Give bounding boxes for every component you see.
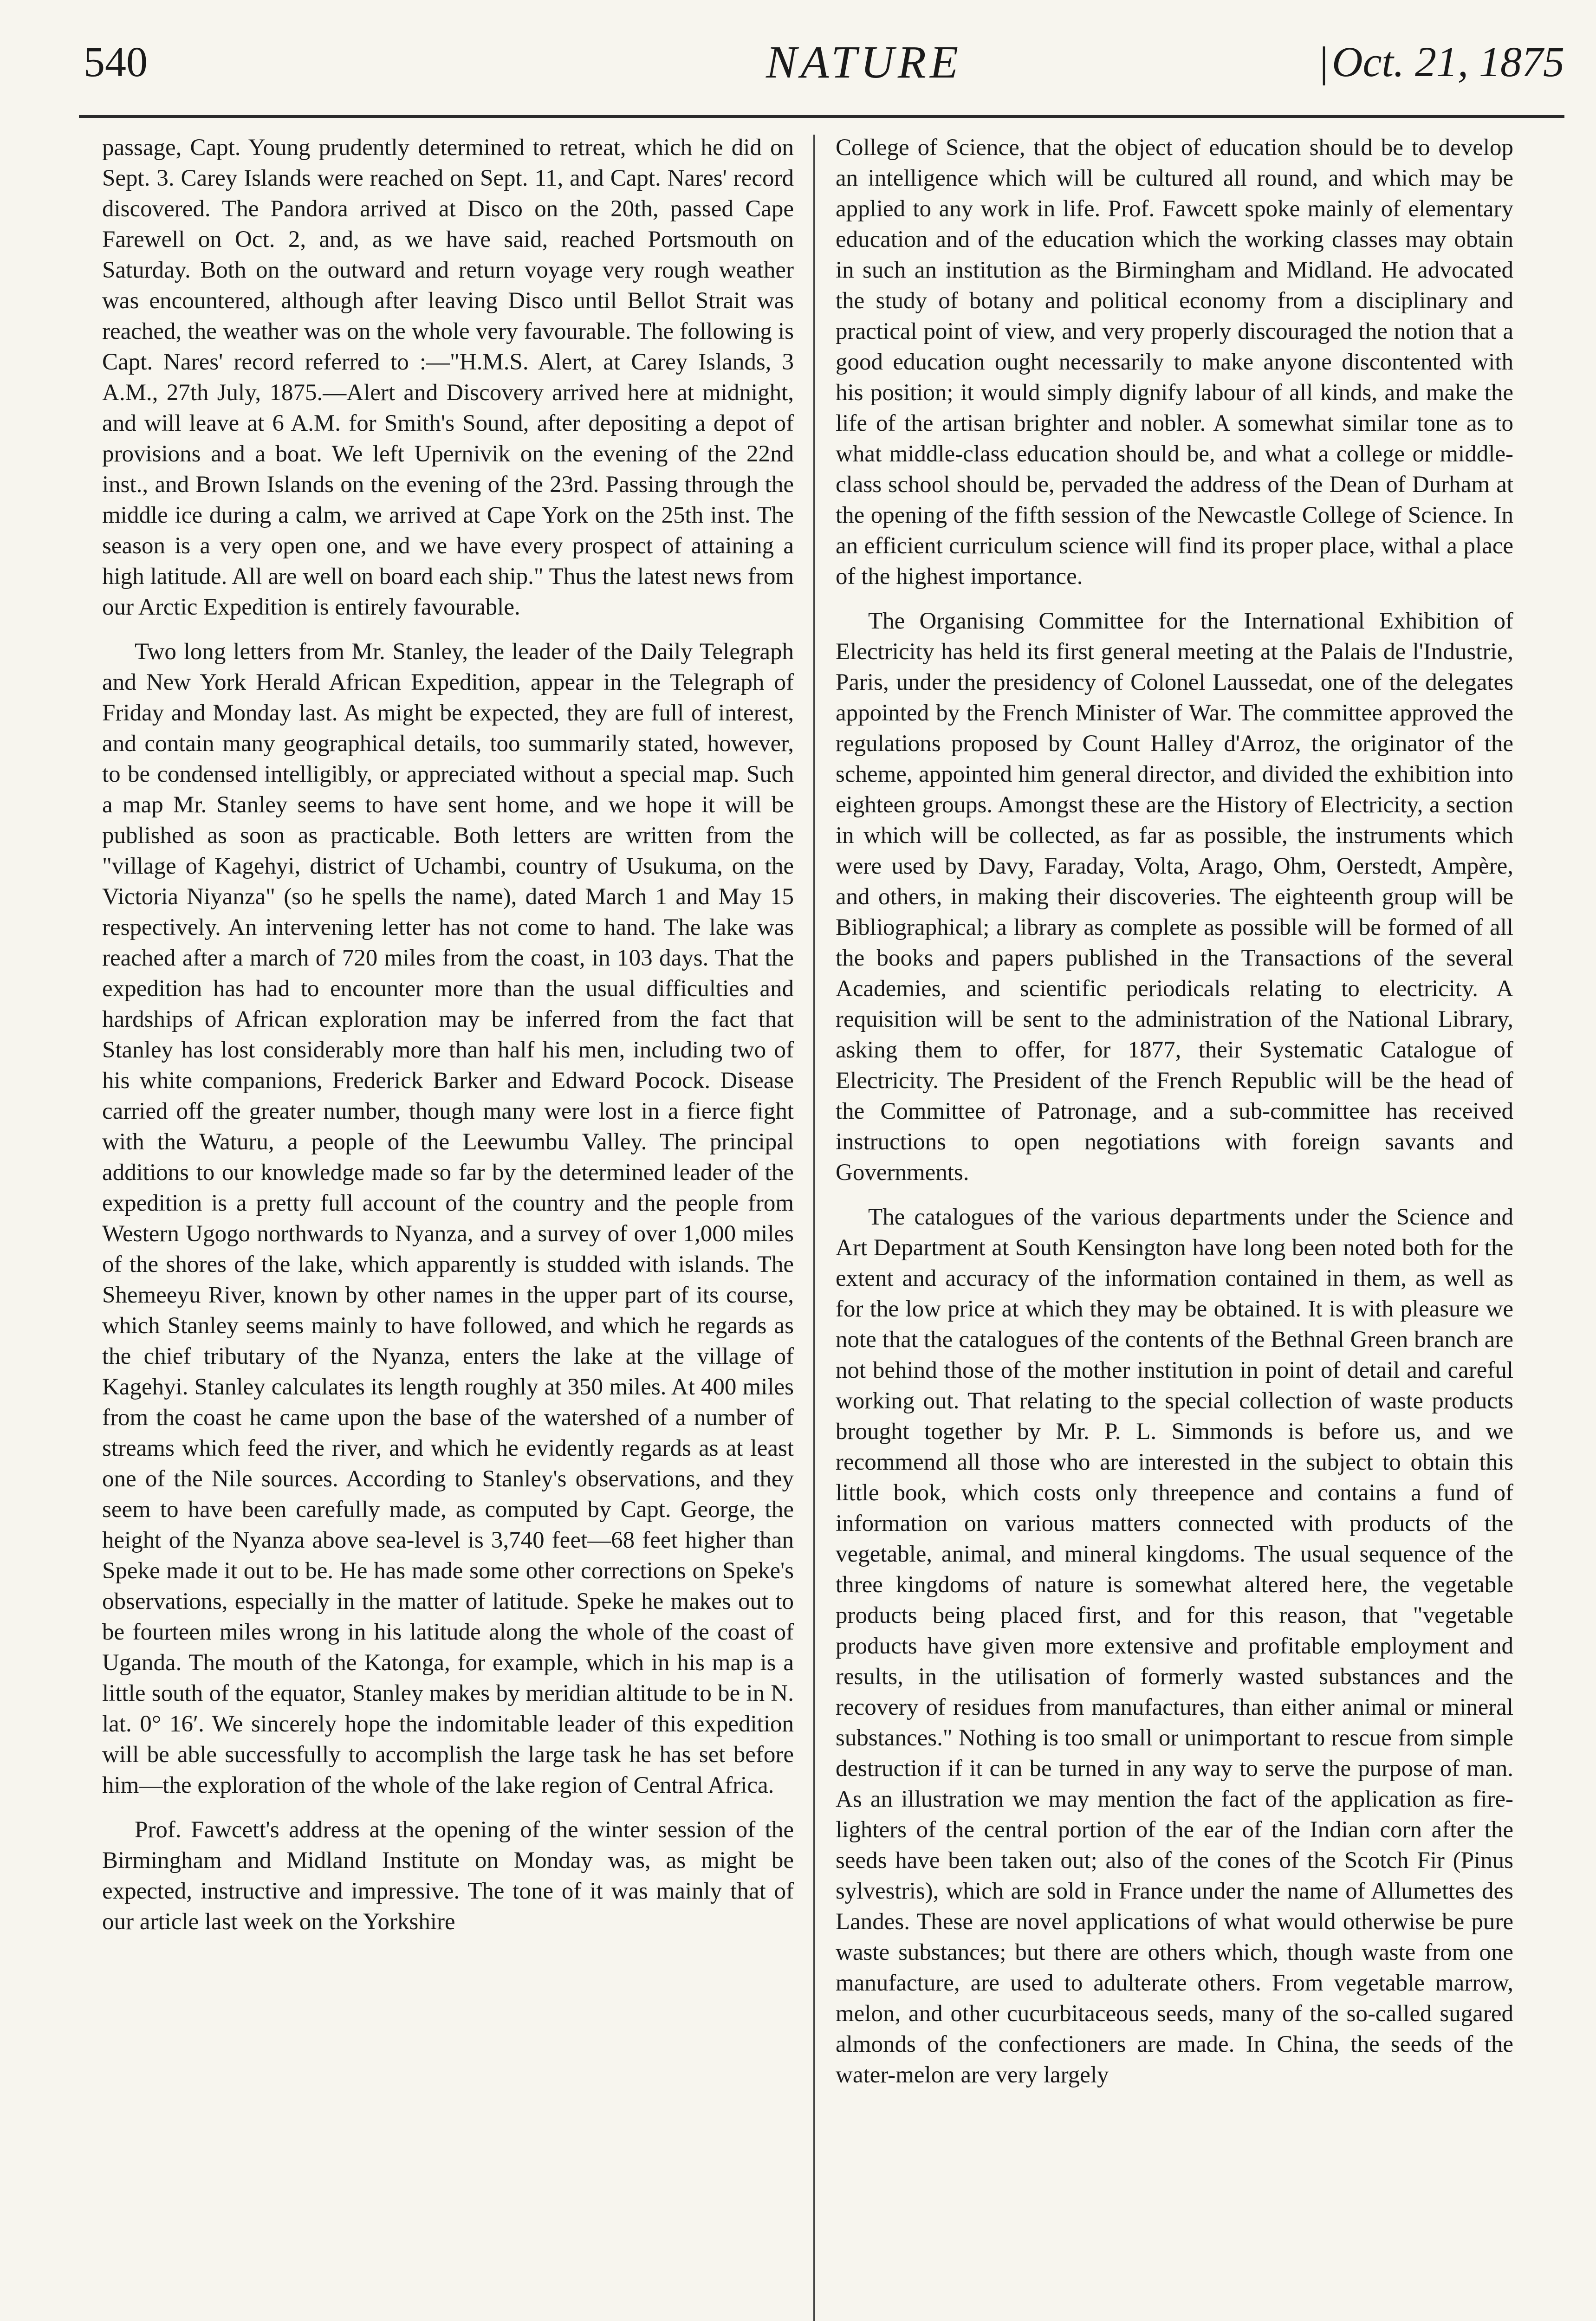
paragraph-education-continued: College of Science, that the object of education should be to develop an intelligence which will be cultured all round, and which may be applied to any work in life. Prof. Fawcett spoke mainly of elementary education and of the education which the working classes may obtain in such an institution as the Birmingham and Midland. He advocated the study of botany and political economy from a disciplinary and practical point of view, and very properly discouraged the notion that a good education ought necessarily to make anyone discontented with his position; it would simply dignify labour of all kinds, and make the life of the artisan brighter and nobler. A somewhat similar tone as to what middle-class education should be, and what a college or middle-class school should be, pervaded the address of the Dean of Durham at the opening of the fifth session of the Newcastle College of Science. In an efficient curriculum science will find its proper place, withal a place of the highest importance.: [836, 135, 1513, 590]
page-number: 540: [84, 38, 148, 85]
paragraph-stanley-letters: Two long letters from Mr. Stanley, the leader of the Daily Telegraph and New York Herald African Expedition, appear in the Telegraph of Friday and Monday last. As might be expected, they are full of interest, and contain many geographical details, too summarily stated, however, to be condensed intelligibly, or appreciated without a special map. Such a map Mr. Stanley seems to have sent home, and we hope it will be published as soon as practicable. Both letters are written from the "village of Kagehyi, district of Uchambi, country of Usukuma, on the Victoria Niyanza" (so he spells the name), dated March 1 and May 15 respectively. An intervening letter has not come to hand. The lake was reached after a march of 720 miles from the coast, in 103 days. That the expedition has had to encounter more than the usual difficulties and hardships of African exploration may be inferred from the fact that Stanley has lost considerably more than half his men, including two of his white companions, Frederick Barker and Edward Pocock. Disease carried off the greater number, though many were lost in a fierce fight with the Waturu, a people of the Leewumbu Valley. The principal additions to our knowledge made so far by the determined leader of the expedition is a pretty full account of the country and the people from Western Ugogo northwards to Nyanza, and a survey of over 1,000 miles of the shores of the lake, which apparently is studded with islands. The Shemeeyu River, known by other names in the upper part of its course, which Stanley seems mainly to have followed, and which he regards as the chief tributary of the Nyanza, enters the lake at the village of Kagehyi. Stanley calculates its length roughly at 350 miles. At 400 miles from the coast he came upon the base of the watershed of a number of streams which feed the river, and which he evidently regards as at least one of the Nile sources. According to Stanley's observations, and they seem to have been carefully made, as computed by Capt. George, the height of the Nyanza above sea-level is 3,740 feet—68 feet higher than Speke made it out to be. He has made some other corrections on Speke's observations, especially in the matter of latitude. Speke he makes out to be fourteen miles wrong in his latitude along the whole of the coast of Uganda. The mouth of the Katonga, for example, which in his map is a little south of the equator, Stanley makes by meridian altitude to be in N. lat. 0° 16′. We sincerely hope the indomitable leader of this expedition will be able successfully to accomplish the large task he has set before him—the exploration of the whole of the lake region of Central Africa.: [102, 639, 794, 1798]
paragraph-electricity-exhibition: The Organising Committee for the International Exhibition of Electricity has held its first general meeting at the Palais de l'Industrie, Paris, under the presidency of Colonel Laussedat, one of the delegates appointed by the French Minister of War. The committee approved the regulations proposed by Count Halley d'Arroz, the originator of the scheme, appointed him general director, and divided the exhibition into eighteen groups. Amongst these are the History of Electricity, a section in which will be collected, as far as possible, the instruments which were used by Davy, Faraday, Volta, Arago, Ohm, Oerstedt, Ampère, and others, in making their discoveries. The eighteenth group will be Bibliographical; a library as complete as possible will be formed of all the books and papers published in the Transactions of the several Academies, and scientific periodicals relating to electricity. A requisition will be sent to the administration of the National Library, asking them to offer, for 1877, their Systematic Catalogue of Electricity. The President of the French Republic will be the head of the Committee of Patronage, and a sub-committee has received instructions to open negotiations with foreign savants and Governments.: [836, 608, 1513, 1186]
page-header: [84, 28, 1564, 102]
journal-title: NATURE: [766, 36, 962, 88]
paragraph-fawcett-address: Prof. Fawcett's address at the opening of the winter session of the Birmingham and Midland Institute on Monday was, as might be expected, instructive and impressive. The tone of it was mainly that of our article last week on the Yorkshire: [102, 1817, 794, 1935]
paragraph-arctic-expedition: passage, Capt. Young prudently determined to retreat, which he did on Sept. 3. Carey Islands were reached on Sept. 11, and Capt. Nares' record discovered. The Pandora arrived at Disco on the 20th, passed Cape Farewell on Oct. 2, and, as we have said, reached Portsmouth on Saturday. Both on the outward and return voyage very rough weather was encountered, although after leaving Disco until Bellot Strait was reached, the weather was on the whole very favourable. The following is Capt. Nares' record referred to :—"H.M.S. Alert, at Carey Islands, 3 A.M., 27th July, 1875.—Alert and Discovery arrived here at midnight, and will leave at 6 A.M. for Smith's Sound, after depositing a depot of provisions and a boat. We left Upernivik on the evening of the 22nd inst., and Brown Islands on the evening of the 23rd. Passing through the middle ice during a calm, we arrived at Cape York on the 25th inst. The season is a very open one, and we have every prospect of attaining a high latitude. All are well on board each ship." Thus the latest news from our Arctic Expedition is entirely favourable.: [102, 135, 794, 620]
right-column: [836, 132, 1513, 2321]
left-column: [102, 132, 794, 2321]
paragraph-waste-products-catalogue: The catalogues of the various departments under the Science and Art Department at South Kensington have long been noted both for the extent and accuracy of the information contained in them, as well as for the low price at which they may be obtained. It is with pleasure we note that the catalogues of the contents of the Bethnal Green branch are not behind those of the mother institution in point of detail and careful working out. That relating to the special collection of waste products brought together by Mr. P. L. Simmonds is before us, and we recommend all those who are interested in the subject to obtain this little book, which costs only threepence and contains a fund of information on various matters connected with products of the vegetable, animal, and mineral kingdoms. The usual sequence of the three kingdoms of nature is somewhat altered here, the vegetable products being placed first, and for this reason, that "vegetable products have given more extensive and profitable employment and results, in the utilisation of formerly wasted substances and the recovery of residues from manufactures, than either animal or mineral substances." Nothing is too small or unimportant to rescue from simple destruction if it can be turned in any way to serve the purpose of man. As an illustration we may mention the fact of the application as fire-lighters of the central portion of the ear of the Indian corn after the seeds have been taken out; also of the cones of the Scotch Fir (Pinus sylvestris), which are sold in France under the name of Allumettes des Landes. These are novel applications of what would otherwise be pure waste substances; but there are others which, though waste from one manufacture, are used to adulterate others. From vegetable marrow, melon, and other cucurbitaceous seeds, many of the so-called sugared almonds of the confectioners are made. In China, the seeds of the water-melon are very largely: [836, 1204, 1513, 2088]
column-divider: [813, 135, 815, 2321]
issue-date-text: Oct. 21, 1875: [1332, 38, 1564, 85]
date-bracket: |: [1319, 38, 1329, 85]
issue-date: [1320, 37, 1564, 86]
header-rule: [79, 115, 1564, 118]
